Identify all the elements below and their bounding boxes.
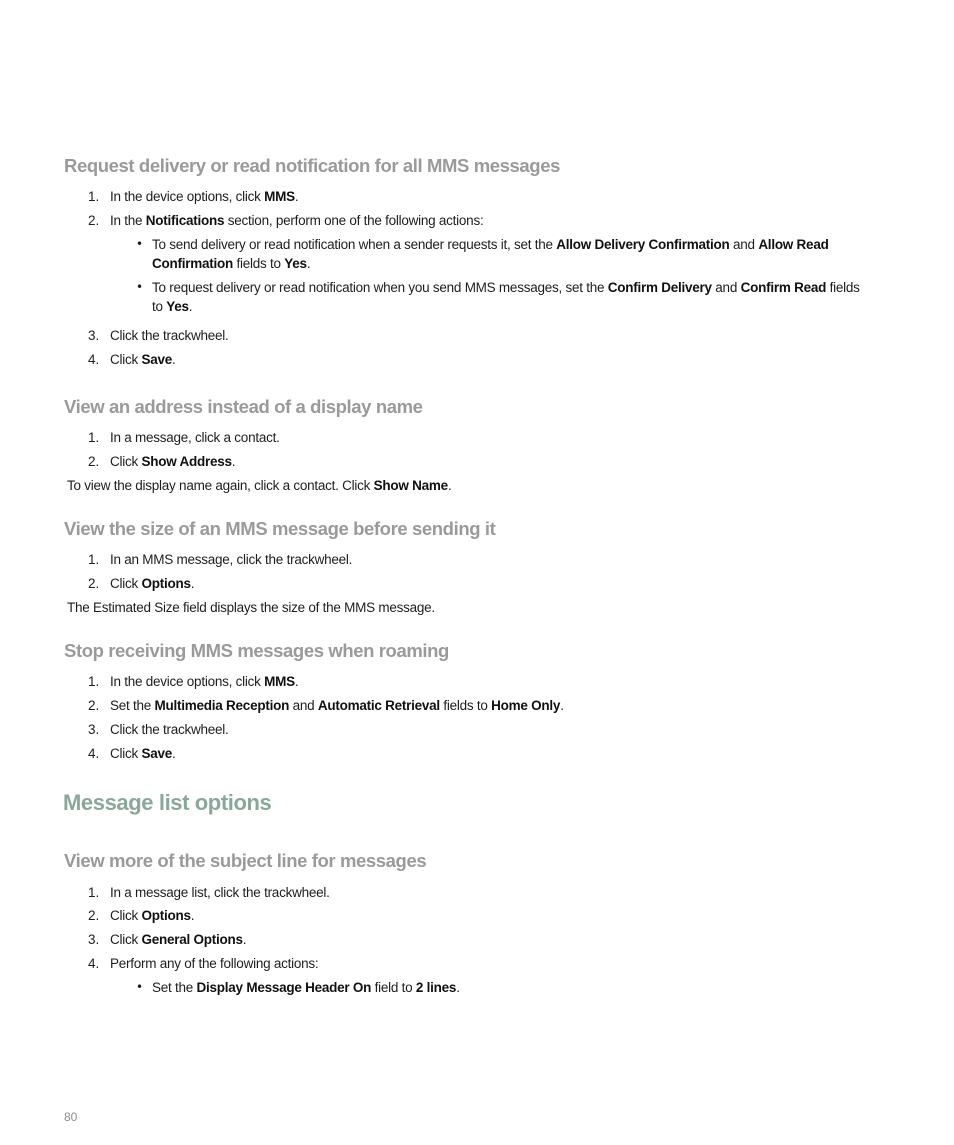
bullet-text-line: to Yes. — [152, 299, 193, 314]
bullet-icon: • — [136, 980, 144, 994]
step-text: Perform any of the following actions: — [110, 956, 319, 971]
section-heading-stop-roaming: Stop receiving MMS messages when roaming — [64, 640, 449, 661]
step-text: In a message list, click the trackwheel. — [110, 885, 330, 900]
step-number: 4. — [88, 956, 100, 971]
step-text: Click Show Address. — [110, 454, 236, 469]
page-number: 80 — [64, 1110, 78, 1124]
step-text: Click Options. — [110, 908, 195, 923]
step-text: Click General Options. — [110, 932, 247, 947]
step-number: 2. — [88, 908, 100, 923]
section-heading-request-notification: Request delivery or read notification for all MMS messages — [64, 155, 560, 176]
step-text: Click Save. — [110, 352, 176, 367]
step-number: 2. — [88, 576, 100, 591]
bullet-icon: • — [136, 237, 144, 251]
note-text: To view the display name again, click a contact. Click Show Name. — [67, 478, 452, 493]
step-number: 1. — [88, 674, 100, 689]
step-number: 1. — [88, 552, 100, 567]
step-text: In the device options, click MMS. — [110, 189, 299, 204]
step-number: 2. — [88, 213, 100, 228]
step-text: In an MMS message, click the trackwheel. — [110, 552, 353, 567]
note-text: The Estimated Size field displays the size of the MMS message. — [67, 600, 435, 615]
step-text: In the device options, click MMS. — [110, 674, 299, 689]
step-number: 4. — [88, 352, 100, 367]
step-number: 3. — [88, 932, 100, 947]
bullet-text-line: Set the Display Message Header On field to 2 lines. — [152, 980, 460, 995]
bullet-text-line: To send delivery or read notification when a sender requests it, set the Allow Delivery Confirmation and Allow Read — [152, 237, 829, 252]
bullet-text-line: Confirmation fields to Yes. — [152, 256, 311, 271]
section-heading-view-address: View an address instead of a display name — [64, 396, 423, 417]
step-text: Click Save. — [110, 746, 176, 761]
step-text: In a message, click a contact. — [110, 430, 280, 445]
step-text: Click Options. — [110, 576, 195, 591]
step-text: Click the trackwheel. — [110, 722, 229, 737]
chapter-heading-message-list-options: Message list options — [63, 790, 272, 815]
step-text: In the Notifications section, perform one of the following actions: — [110, 213, 484, 228]
bullet-icon: • — [136, 280, 144, 294]
step-number: 1. — [88, 189, 100, 204]
section-heading-view-size: View the size of an MMS message before sending it — [64, 518, 496, 539]
step-number: 2. — [88, 698, 100, 713]
step-number: 3. — [88, 722, 100, 737]
step-number: 1. — [88, 885, 100, 900]
bullet-text-line: To request delivery or read notification when you send MMS messages, set the Confirm Delivery and Confirm Read fields — [152, 280, 860, 295]
step-text: Set the Multimedia Reception and Automatic Retrieval fields to Home Only. — [110, 698, 564, 713]
section-heading-view-subject-line: View more of the subject line for messages — [64, 850, 427, 871]
step-text: Click the trackwheel. — [110, 328, 229, 343]
step-number: 2. — [88, 454, 100, 469]
step-number: 3. — [88, 328, 100, 343]
step-number: 4. — [88, 746, 100, 761]
step-number: 1. — [88, 430, 100, 445]
